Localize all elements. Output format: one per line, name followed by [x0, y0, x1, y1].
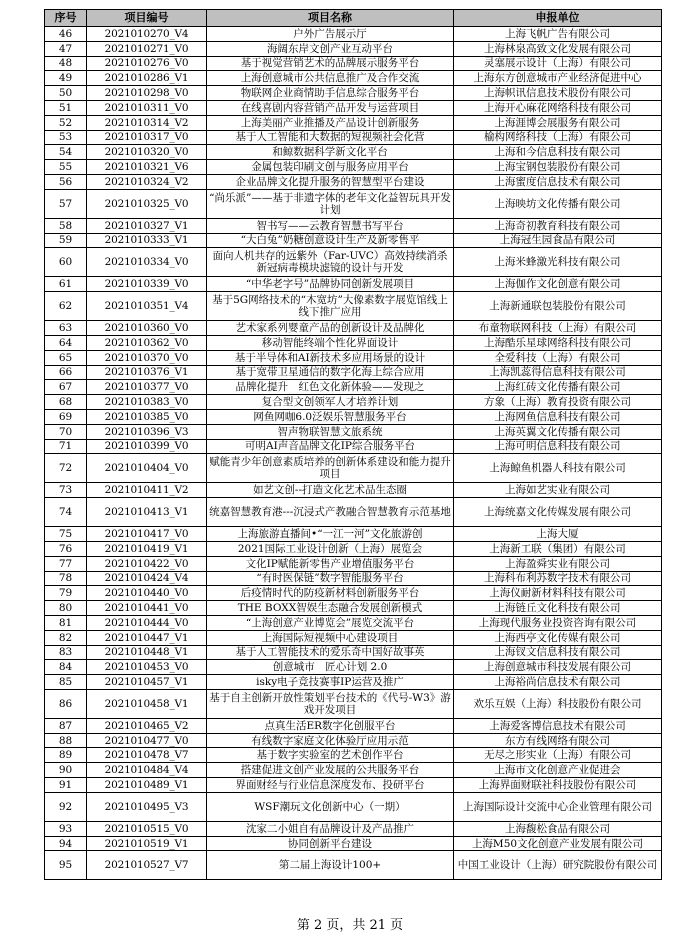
table-row [45, 601, 662, 616]
row-index: 51 [45, 100, 87, 115]
table-row [45, 675, 662, 690]
row-name: 搭建促进文创产业发展的公共服务平台 [207, 763, 454, 778]
row-name: 海阔东岸文创产业互动平台 [207, 41, 454, 56]
row-index: 81 [45, 615, 87, 630]
project-table [44, 9, 662, 880]
table-row [45, 851, 662, 880]
header-unit: 申报单位 [454, 10, 662, 27]
row-name: 2021国际工业设计创新（上海）展览会 [207, 541, 454, 556]
table-row [45, 395, 662, 410]
row-unit: 上海馥松食品有限公司 [454, 821, 662, 836]
row-name: 基于人工智能技术的爱乐奇中国好故事英 [207, 645, 454, 660]
row-code: 2021010298_V0 [87, 86, 207, 101]
row-code: 2021010444_V0 [87, 615, 207, 630]
row-code: 2021010419_V1 [87, 541, 207, 556]
table-row [45, 733, 662, 748]
row-name: THE BOXX智娱生态融合发展创新模式 [207, 601, 454, 616]
table-row [45, 277, 662, 292]
row-name: 移动智能终端个性化界面设计 [207, 335, 454, 350]
row-code: 2021010489_V1 [87, 778, 207, 793]
table-row [45, 748, 662, 763]
row-code: 2021010424_V4 [87, 571, 207, 586]
table-row [45, 571, 662, 586]
table-row [45, 763, 662, 778]
row-code: 2021010362_V0 [87, 335, 207, 350]
row-unit: 全爱科技（上海）有限公司 [454, 350, 662, 365]
row-index: 78 [45, 571, 87, 586]
row-index: 92 [45, 792, 87, 821]
row-index: 59 [45, 233, 87, 248]
row-unit: 上海涯博会展服务有限公司 [454, 115, 662, 130]
table-header-row [45, 10, 662, 27]
row-name: 基于5G网络技术的“木宽坊”大像素数字展览馆线上线下推广应用 [207, 292, 454, 321]
row-unit: 上海奇初教育科技有限公司 [454, 218, 662, 233]
row-name: 第二届上海设计100+ [207, 851, 454, 880]
row-name: “上海创意产业博览会”展览交流平台 [207, 615, 454, 630]
row-index: 68 [45, 395, 87, 410]
row-name: 智书写——云教育智慧书写平台 [207, 218, 454, 233]
row-unit: 上海鲸鱼机器人科技有限公司 [454, 454, 662, 483]
row-code: 2021010417_V0 [87, 527, 207, 542]
row-unit: 上海国际设计交流中心企业管理有限公司 [454, 792, 662, 821]
table-row [45, 71, 662, 86]
row-name: 上海美丽产业推播及产品设计创新服务 [207, 115, 454, 130]
row-unit: 上海冠生园食品有限公司 [454, 233, 662, 248]
row-index: 55 [45, 160, 87, 175]
row-unit: 上海链丘文化科技有限公司 [454, 601, 662, 616]
table-row [45, 27, 662, 42]
row-index: 60 [45, 248, 87, 277]
row-name: 上海创意城市公共信息推广及合作交流 [207, 71, 454, 86]
table-row [45, 380, 662, 395]
row-code: 2021010311_V0 [87, 100, 207, 115]
table-row [45, 56, 662, 71]
table-row [45, 130, 662, 145]
row-code: 2021010422_V0 [87, 556, 207, 571]
table-row [45, 233, 662, 248]
row-unit: 上海蜜度信息技术有限公司 [454, 174, 662, 189]
row-index: 52 [45, 115, 87, 130]
row-code: 2021010317_V0 [87, 130, 207, 145]
row-name: “有时医保链”数字智能服务平台 [207, 571, 454, 586]
row-name: 基于宽带卫星通信的数字化海上综合应用 [207, 365, 454, 380]
row-name: WSF潮玩文化创新中心（一期） [207, 792, 454, 821]
row-index: 87 [45, 718, 87, 733]
row-index: 75 [45, 527, 87, 542]
table-row [45, 527, 662, 542]
row-code: 2021010321_V6 [87, 160, 207, 175]
row-code: 2021010383_V0 [87, 395, 207, 410]
row-name: 如艺文创--打造文化艺术品生态圈 [207, 483, 454, 498]
row-index: 85 [45, 675, 87, 690]
row-name: 和鲸数据科学新文化平台 [207, 145, 454, 160]
row-index: 72 [45, 454, 87, 483]
row-name: 智声物联智慧文旅系统 [207, 424, 454, 439]
row-code: 2021010396_V3 [87, 424, 207, 439]
row-code: 2021010270_V4 [87, 27, 207, 42]
row-index: 47 [45, 41, 87, 56]
row-index: 86 [45, 689, 87, 718]
row-code: 2021010324_V2 [87, 174, 207, 189]
row-code: 2021010360_V0 [87, 321, 207, 336]
row-index: 46 [45, 27, 87, 42]
table-row [45, 836, 662, 851]
row-code: 2021010453_V0 [87, 660, 207, 675]
row-name: 创意城市 匠心计划 2.0 [207, 660, 454, 675]
row-unit: 上海宝钢包装股份有限公司 [454, 160, 662, 175]
row-index: 65 [45, 350, 87, 365]
row-index: 82 [45, 630, 87, 645]
table-row [45, 541, 662, 556]
row-index: 66 [45, 365, 87, 380]
row-name: 点真生活ER数字化创服平台 [207, 718, 454, 733]
row-index: 54 [45, 145, 87, 160]
row-name: 网鱼网咖6.0泛娱乐智慧服务平台 [207, 409, 454, 424]
row-name: 基于数字实验室的艺术创作平台 [207, 748, 454, 763]
row-unit: 上海米蜂激光科技有限公司 [454, 248, 662, 277]
row-code: 2021010327_V1 [87, 218, 207, 233]
row-index: 79 [45, 586, 87, 601]
row-code: 2021010351_V4 [87, 292, 207, 321]
row-index: 88 [45, 733, 87, 748]
row-unit: 上海M50文化创意产业发展有限公司 [454, 836, 662, 851]
row-name: 界面财经与行业信息深度发布、投研平台 [207, 778, 454, 793]
table-row [45, 218, 662, 233]
row-unit: 上海林泉高致文化发展有限公司 [454, 41, 662, 56]
row-index: 84 [45, 660, 87, 675]
row-unit: 布童物联网科技（上海）有限公司 [454, 321, 662, 336]
row-index: 58 [45, 218, 87, 233]
row-name: 物联网企业商情助手信息综合服务平台 [207, 86, 454, 101]
row-code: 2021010276_V0 [87, 56, 207, 71]
table-row [45, 424, 662, 439]
table-row [45, 586, 662, 601]
row-code: 2021010465_V2 [87, 718, 207, 733]
row-name: 户外广告展示厅 [207, 27, 454, 42]
row-unit: 上海创意城市科技发展有限公司 [454, 660, 662, 675]
row-unit: 上海市文化创意产业促进会 [454, 763, 662, 778]
row-unit: 上海东方创意城市产业经济促进中心 [454, 71, 662, 86]
row-code: 2021010440_V0 [87, 586, 207, 601]
row-index: 64 [45, 335, 87, 350]
table-row [45, 454, 662, 483]
row-name: 复合型文创领军人才培养计划 [207, 395, 454, 410]
row-index: 57 [45, 189, 87, 218]
row-unit: 上海网鱼信息科技有限公司 [454, 409, 662, 424]
row-name: “大白兔”奶糖创意设计生产及新零售平 [207, 233, 454, 248]
table-body [45, 27, 662, 880]
row-name: 赋能青少年创意素质培养的创新体系建设和能力提升项目 [207, 454, 454, 483]
row-code: 2021010370_V0 [87, 350, 207, 365]
header-name: 项目名称 [207, 10, 454, 27]
row-code: 2021010333_V1 [87, 233, 207, 248]
row-unit: 上海仪耐新材料科技有限公司 [454, 586, 662, 601]
table-row [45, 630, 662, 645]
row-name: 企业品牌文化提升服务的智慧型平台建设 [207, 174, 454, 189]
row-unit: 榆构网络科技（上海）有限公司 [454, 130, 662, 145]
row-name: 品牌化提升 红色文化新体验——发现之 [207, 380, 454, 395]
row-unit: 上海飞帆广告有限公司 [454, 27, 662, 42]
row-name: 基于自主创新开放性策划平台技术的《代号-W3》游戏开发项目 [207, 689, 454, 718]
row-unit: 上海酷乐星球网络科技有限公司 [454, 335, 662, 350]
row-code: 2021010457_V1 [87, 675, 207, 690]
row-code: 2021010484_V4 [87, 763, 207, 778]
header-code: 项目编号 [87, 10, 207, 27]
header-index: 序号 [45, 10, 87, 27]
table-row [45, 778, 662, 793]
row-unit: 上海界面财联社科技股份有限公司 [454, 778, 662, 793]
row-unit: 上海科布利苏数字技术有限公司 [454, 571, 662, 586]
row-code: 2021010334_V0 [87, 248, 207, 277]
row-index: 95 [45, 851, 87, 880]
table-row [45, 689, 662, 718]
row-index: 49 [45, 71, 87, 86]
row-unit: 上海开心麻花网络科技有限公司 [454, 100, 662, 115]
row-name: 在线喜剧内容营销产品开发与运营项目 [207, 100, 454, 115]
row-unit: 上海盈舜实业有限公司 [454, 556, 662, 571]
row-unit: 上海伽作文化创意有限公司 [454, 277, 662, 292]
table-row [45, 145, 662, 160]
row-unit: 上海映坊文化传播有限公司 [454, 189, 662, 218]
row-unit: 无尽之形实业（上海）有限公司 [454, 748, 662, 763]
row-index: 48 [45, 56, 87, 71]
table-row [45, 718, 662, 733]
row-index: 61 [45, 277, 87, 292]
row-index: 94 [45, 836, 87, 851]
row-index: 80 [45, 601, 87, 616]
row-index: 74 [45, 498, 87, 527]
row-name: “中华老字号”品牌协同创新发展项目 [207, 277, 454, 292]
row-name: 统嘉智慧教育港---沉浸式产教融合智慧教育示范基地 [207, 498, 454, 527]
row-unit: 上海西亭文化传媒有限公司 [454, 630, 662, 645]
row-unit: 上海钗文信息科技有限公司 [454, 645, 662, 660]
table-row [45, 439, 662, 454]
row-index: 56 [45, 174, 87, 189]
row-unit: 上海红砖文化传播有限公司 [454, 380, 662, 395]
row-code: 2021010271_V0 [87, 41, 207, 56]
row-index: 71 [45, 439, 87, 454]
row-unit: 上海裕尚信息技术有限公司 [454, 675, 662, 690]
table-row [45, 248, 662, 277]
row-name: 上海旅游直播间•“一江一河”文化旅游创 [207, 527, 454, 542]
row-index: 50 [45, 86, 87, 101]
row-code: 2021010385_V0 [87, 409, 207, 424]
table-row [45, 189, 662, 218]
page-footer: 第 2 页，共 21 页 [296, 918, 404, 933]
row-index: 91 [45, 778, 87, 793]
row-name: “尚乐派”——基于非遗字体的老年文化益智玩具开发计划 [207, 189, 454, 218]
row-index: 53 [45, 130, 87, 145]
row-code: 2021010458_V1 [87, 689, 207, 718]
table-row [45, 792, 662, 821]
row-unit: 中国工业设计（上海）研究院股份有限公司 [454, 851, 662, 880]
row-code: 2021010495_V3 [87, 792, 207, 821]
row-name: 文化IP赋能新零售产业增值服务平台 [207, 556, 454, 571]
row-unit: 上海大厦 [454, 527, 662, 542]
table-row [45, 556, 662, 571]
row-index: 67 [45, 380, 87, 395]
table-row [45, 615, 662, 630]
row-unit: 上海现代服务业投资咨询有限公司 [454, 615, 662, 630]
row-index: 93 [45, 821, 87, 836]
row-name: 金属包装印刷文创与服务应用平台 [207, 160, 454, 175]
row-code: 2021010377_V0 [87, 380, 207, 395]
row-code: 2021010519_V1 [87, 836, 207, 851]
row-index: 69 [45, 409, 87, 424]
row-unit: 上海帜讯信息技术股份有限公司 [454, 86, 662, 101]
table-row [45, 321, 662, 336]
row-name: 基于半导体和AI新技术多应用场景的设计 [207, 350, 454, 365]
row-code: 2021010515_V0 [87, 821, 207, 836]
row-unit: 上海英翼文化传播有限公司 [454, 424, 662, 439]
table-row [45, 174, 662, 189]
row-name: 基于视觉营销艺术的品牌展示服务平台 [207, 56, 454, 71]
row-code: 2021010527_V7 [87, 851, 207, 880]
row-unit: 东方有线网络有限公司 [454, 733, 662, 748]
row-code: 2021010314_V2 [87, 115, 207, 130]
table-row [45, 115, 662, 130]
row-code: 2021010448_V1 [87, 645, 207, 660]
row-name: 协同创新平台建设 [207, 836, 454, 851]
table-row [45, 100, 662, 115]
row-unit: 上海爱客博信息技术有限公司 [454, 718, 662, 733]
row-name: 基于人工智能和大数据的短视频社会化营 [207, 130, 454, 145]
row-name: 后疫情时代的防疫新材料创新服务平台 [207, 586, 454, 601]
row-code: 2021010411_V2 [87, 483, 207, 498]
row-name: 上海国际短视频中心建设项目 [207, 630, 454, 645]
row-unit: 上海新工联（集团）有限公司 [454, 541, 662, 556]
row-index: 62 [45, 292, 87, 321]
table-row [45, 483, 662, 498]
table-row [45, 409, 662, 424]
table-row [45, 498, 662, 527]
table-row [45, 160, 662, 175]
row-unit: 上海和今信息科技有限公司 [454, 145, 662, 160]
row-unit: 上海如艺实业有限公司 [454, 483, 662, 498]
row-name: 沈家二小姐自有品牌设计及产品推广 [207, 821, 454, 836]
row-unit: 上海统嘉文化传媒发展有限公司 [454, 498, 662, 527]
row-index: 89 [45, 748, 87, 763]
row-name: 可明AI声音品牌文化IP综合服务平台 [207, 439, 454, 454]
table-row [45, 821, 662, 836]
row-code: 2021010339_V0 [87, 277, 207, 292]
row-code: 2021010404_V0 [87, 454, 207, 483]
row-name: 面向人机共存的远紫外（Far-UVC）高效持续消杀新冠病毒模块滤镜的设计与开发 [207, 248, 454, 277]
table-row [45, 350, 662, 365]
row-index: 76 [45, 541, 87, 556]
row-unit: 欢乐互娱（上海）科技股份有限公司 [454, 689, 662, 718]
table-row [45, 645, 662, 660]
table-row [45, 335, 662, 350]
row-index: 90 [45, 763, 87, 778]
row-unit: 方象（上海）教育投资有限公司 [454, 395, 662, 410]
row-index: 63 [45, 321, 87, 336]
row-code: 2021010477_V0 [87, 733, 207, 748]
row-name: 艺术家系列婴童产品的创新设计及品牌化 [207, 321, 454, 336]
row-code: 2021010478_V7 [87, 748, 207, 763]
table-row [45, 292, 662, 321]
row-unit: 上海可明信息科技有限公司 [454, 439, 662, 454]
row-index: 73 [45, 483, 87, 498]
row-code: 2021010441_V0 [87, 601, 207, 616]
row-code: 2021010286_V1 [87, 71, 207, 86]
row-unit: 上海凯蕊得信息科技有限公司 [454, 365, 662, 380]
table-row [45, 86, 662, 101]
row-code: 2021010320_V0 [87, 145, 207, 160]
row-code: 2021010325_V0 [87, 189, 207, 218]
row-code: 2021010413_V1 [87, 498, 207, 527]
row-index: 77 [45, 556, 87, 571]
row-code: 2021010447_V1 [87, 630, 207, 645]
row-index: 70 [45, 424, 87, 439]
table-row [45, 41, 662, 56]
table-row [45, 660, 662, 675]
row-unit: 灵塞展示设计（上海）有限公司 [454, 56, 662, 71]
row-code: 2021010376_V1 [87, 365, 207, 380]
row-index: 83 [45, 645, 87, 660]
table-row [45, 365, 662, 380]
row-name: 有线数字家庭文化体验厅应用示范 [207, 733, 454, 748]
row-name: isky电子竞技赛事IP运营及推广 [207, 675, 454, 690]
row-code: 2021010399_V0 [87, 439, 207, 454]
row-unit: 上海新通联包装股份有限公司 [454, 292, 662, 321]
